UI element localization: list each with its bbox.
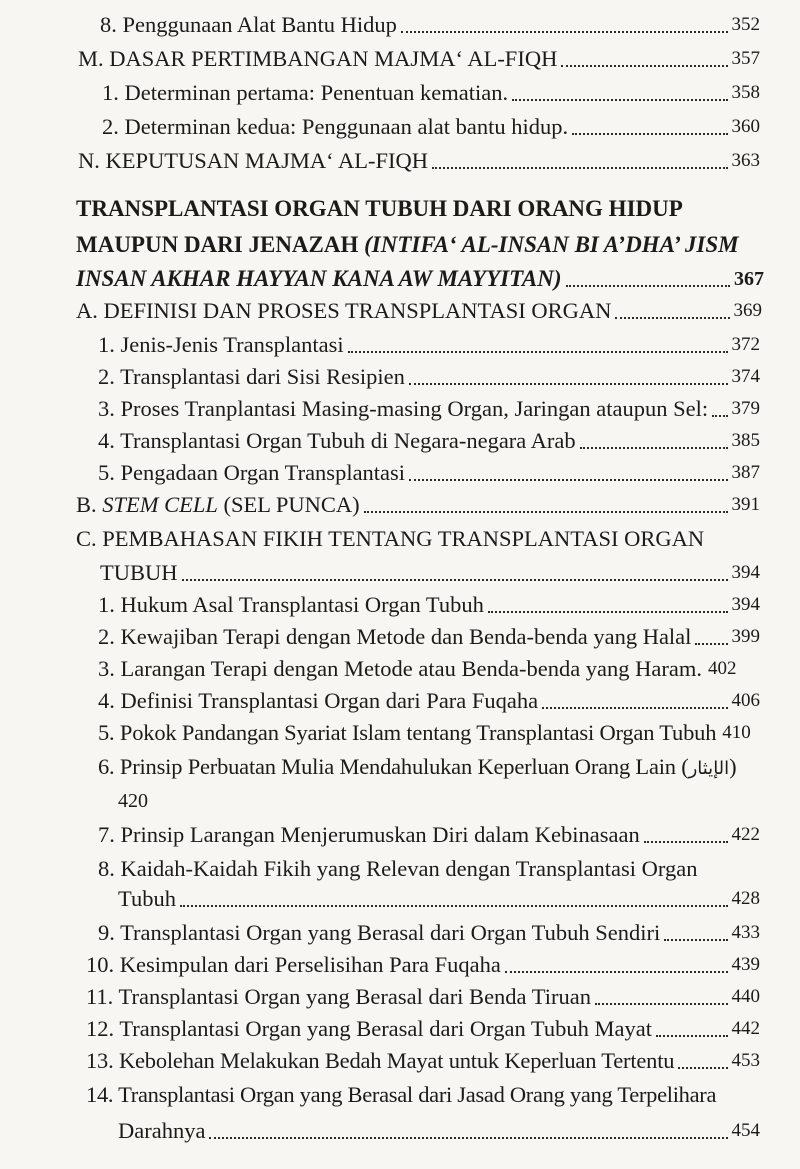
entry-title: 7. Prinsip Larangan Menjerumuskan Diri dalam Kebinasaan <box>98 822 640 847</box>
entry-title: 4. Definisi Transplantasi Organ dari Para Fuqaha <box>98 688 539 713</box>
entry-title: 9. Transplantasi Organ yang Berasal dari Organ Tubuh Sendiri <box>98 920 661 945</box>
entry-page: 454 <box>731 1120 760 1141</box>
chapter-title-line-2 <box>76 232 739 258</box>
entry-page: 422 <box>731 824 760 845</box>
entry-title: 10. Kesimpulan dari Perselisihan Para Fuqaha <box>86 952 501 977</box>
toc-entry <box>100 12 760 38</box>
entry-page: 360 <box>731 116 760 137</box>
entry-page: 453 <box>731 1050 760 1071</box>
entry-page: 420 <box>118 790 148 812</box>
entry-page: 394 <box>731 594 760 615</box>
entry-title: 11. Transplantasi Organ yang Berasal dari Benda Tiruan <box>86 984 591 1009</box>
toc-entry <box>98 592 760 618</box>
toc-entry <box>76 298 762 324</box>
toc-entry <box>98 920 760 946</box>
dot-leader <box>664 939 727 941</box>
dot-leader <box>505 971 728 973</box>
entry-title: 2. Transplantasi dari Sisi Resipien <box>98 364 405 389</box>
dot-leader <box>364 511 728 513</box>
dot-leader <box>409 383 728 385</box>
toc-entry <box>102 114 760 140</box>
entry-page: 357 <box>731 48 760 69</box>
dot-leader <box>695 643 727 645</box>
entry-page: 369 <box>733 300 762 321</box>
dot-leader <box>432 167 727 169</box>
toc-entry <box>86 1048 760 1074</box>
toc-entry <box>98 656 760 682</box>
entry-title: M. DASAR PERTIMBANGAN MAJMA‘ AL-FIQH <box>78 46 558 71</box>
entry-title: 4. Transplantasi Organ Tubuh di Negara-negara Arab <box>98 428 576 453</box>
toc-entry <box>98 720 762 746</box>
section-c-line-1: C. PEMBAHASAN FIKIH TENTANG TRANSPLANTASI ORGAN <box>76 526 705 551</box>
dot-leader <box>512 99 727 101</box>
entry-page: 402 <box>708 658 737 679</box>
toc-entry <box>98 624 760 650</box>
entry-page: 387 <box>731 462 760 483</box>
arabic-term: الإيثار <box>688 758 730 779</box>
entry-page: 363 <box>731 150 760 171</box>
entry-title: 2. Determinan kedua: Penggunaan alat bantu hidup. <box>102 114 569 139</box>
toc-entry <box>86 1016 760 1042</box>
entry-title: TUBUH <box>100 560 178 585</box>
entry-title: 2. Kewajiban Terapi dengan Metode dan Benda-benda yang Halal <box>98 624 692 649</box>
dot-leader <box>488 611 728 613</box>
entry-page: 410 <box>722 722 751 743</box>
entry-title: 1. Hukum Asal Transplantasi Organ Tubuh <box>98 592 484 617</box>
dot-leader <box>182 579 728 581</box>
chapter-title-italic-2: INSAN AKHAR HAYYAN KANA AW MAYYITAN) <box>76 266 562 291</box>
chapter-title-plain: MAUPUN DARI JENAZAH <box>76 232 365 257</box>
dot-leader <box>209 1137 727 1139</box>
dot-leader <box>615 317 729 319</box>
toc-entry <box>78 148 760 174</box>
entry-title: 1. Determinan pertama: Penentuan kematian. <box>102 80 509 105</box>
toc-entry <box>118 1118 760 1144</box>
entry-title: 13. Kebolehan Melakukan Bedah Mayat untuk Keperluan Tertentu <box>86 1048 675 1073</box>
dot-leader <box>348 351 728 353</box>
dot-leader <box>401 31 728 33</box>
entry-rest: (SEL PUNCA) <box>217 492 360 517</box>
dot-leader <box>561 65 727 67</box>
entry-page: 352 <box>731 14 760 35</box>
dot-leader <box>542 707 727 709</box>
entry-page: 428 <box>731 888 760 909</box>
entry-page: 358 <box>731 82 760 103</box>
toc-entry <box>100 560 760 586</box>
toc-entry <box>76 492 760 518</box>
chapter-title-line-1: TRANSPLANTASI ORGAN TUBUH DARI ORANG HIDUP <box>76 196 683 221</box>
toc-entry <box>86 952 760 978</box>
entry-page: 442 <box>731 1018 760 1039</box>
dot-leader <box>712 415 727 417</box>
entry-title: 5. Pokok Pandangan Syariat Islam tentang Transplantasi Organ Tubuh <box>98 720 717 745</box>
toc-entry <box>98 396 760 422</box>
chapter-title-italic: (INTIFA‘ AL-INSAN BI A’DHA’ JISM <box>364 232 739 257</box>
toc-entry <box>78 46 760 72</box>
dot-leader <box>656 1035 728 1037</box>
chapter-title-line-3 <box>76 266 764 292</box>
toc-entry <box>98 688 760 714</box>
toc-entry <box>118 886 760 912</box>
entry-title: 3. Larangan Terapi dengan Metode atau Benda-benda yang Haram. <box>98 656 703 681</box>
entry-title: 12. Transplantasi Organ yang Berasal dari Organ Tubuh Mayat <box>86 1016 652 1041</box>
toc-entry <box>98 822 760 848</box>
toc-entry-item-8-line-1: 8. Kaidah-Kaidah Fikih yang Relevan dengan Transplantasi Organ <box>98 856 698 881</box>
entry-title: Tubuh <box>118 886 176 911</box>
entry-title: N. KEPUTUSAN MAJMA‘ AL-FIQH <box>78 148 429 173</box>
entry-page: 440 <box>731 986 760 1007</box>
entry-title: A. DEFINISI DAN PROSES TRANSPLANTASI ORGAN <box>76 298 612 323</box>
toc-entry <box>98 460 760 486</box>
dot-leader <box>180 905 728 907</box>
entry-title <box>76 492 360 518</box>
toc-entry-item-6 <box>98 754 736 782</box>
entry-title: Darahnya <box>118 1118 206 1143</box>
dot-leader <box>566 285 731 287</box>
entry-page: 385 <box>731 430 760 451</box>
entry-italic: STEM CELL <box>102 492 218 517</box>
dot-leader <box>409 479 727 481</box>
entry-page: 374 <box>731 366 760 387</box>
chapter-page: 367 <box>734 268 764 290</box>
toc-entry <box>102 80 760 106</box>
toc-entry-item-14-line-1: 14. Transplantasi Organ yang Berasal dari Jasad Orang yang Terpelihara <box>86 1082 717 1107</box>
entry-page: 399 <box>731 626 760 647</box>
dot-leader <box>572 133 727 135</box>
entry-title: 1. Jenis-Jenis Transplantasi <box>98 332 344 357</box>
dot-leader <box>580 447 728 449</box>
entry-title: 3. Proses Tranplantasi Masing-masing Organ, Jaringan ataupun Sel: <box>98 396 709 421</box>
entry-page: 439 <box>731 954 760 975</box>
toc-entry <box>98 332 760 358</box>
toc-entry <box>98 428 760 454</box>
dot-leader <box>595 1003 728 1005</box>
entry-page: 391 <box>731 494 760 515</box>
entry-prefix: B. <box>76 492 103 517</box>
entry-page: 394 <box>731 562 760 583</box>
entry-close: ) <box>729 754 737 779</box>
toc-entry <box>98 364 760 390</box>
entry-page: 433 <box>731 922 760 943</box>
dot-leader <box>678 1067 727 1069</box>
entry-title: 5. Pengadaan Organ Transplantasi <box>98 460 406 485</box>
entry-title: 8. Penggunaan Alat Bantu Hidup <box>100 12 397 37</box>
entry-page: 372 <box>731 334 760 355</box>
dot-leader <box>644 841 728 843</box>
toc-entry <box>86 984 760 1010</box>
entry-title: 6. Prinsip Perbuatan Mulia Mendahulukan Keperluan Orang Lain ( <box>98 754 689 779</box>
entry-page: 379 <box>731 398 760 419</box>
entry-page: 406 <box>731 690 760 711</box>
